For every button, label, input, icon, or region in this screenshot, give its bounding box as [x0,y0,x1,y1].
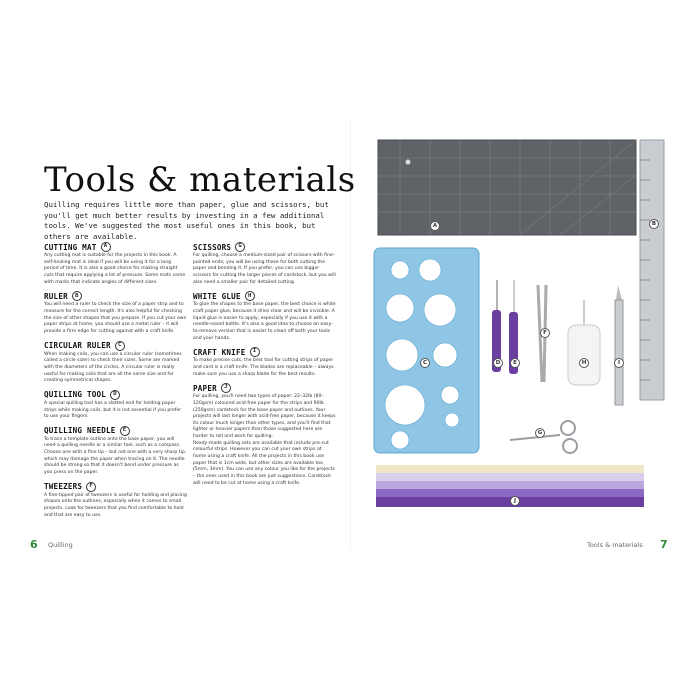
label-e: E [510,358,520,368]
running-head-right: Tools & materials [587,541,643,549]
section-letter-badge: J [221,383,231,393]
label-a: A [430,221,440,231]
section-letter-badge: G [235,242,245,252]
running-head-left: Quilling [48,541,73,549]
section-heading [44,242,187,252]
craft-knife [615,285,623,405]
cutting-mat [378,140,636,235]
label-g: G [535,428,545,438]
section-title: CUTTING MAT [44,242,97,252]
section-letter-badge: B [72,291,82,301]
section-a [44,242,187,286]
label-j: J [510,496,520,506]
section-heading [44,291,187,301]
label-h: H [579,358,589,368]
section-body: To trace a template outline onto the base paper, you will need a quilling needle or a similar tool, such as a compass. Choose one with a fine tip – but not one with a very sharp tip, which may damage the paper when tracing on it. The needle should be strong so that it doesn't bend under pressure as you press on the paper. [44,436,187,476]
section-heading [44,482,187,492]
section-letter-badge: F [86,482,96,492]
section-letter-badge: D [110,390,120,400]
section-letter-badge: C [115,341,125,351]
label-d: D [493,358,503,368]
section-title: CRAFT KNIFE [193,347,246,357]
section-heading [193,383,336,393]
section-letter-badge: A [101,242,111,252]
section-body: For quilling, choose a medium-sized pair of scissors with fine-pointed ends; you will be using these for both cutting the paper and bending it. If you prefer, you can use bigger scissors for cutting the larger pieces of cardstock, but you will also need a smaller pair for detailed cutting. [193,253,336,285]
section-g [193,242,336,286]
section-b [44,291,187,335]
section-title: WHITE GLUE [193,291,241,301]
glue-bottle [568,300,600,385]
section-heading [44,341,187,351]
label-f: F [540,328,550,338]
circular-ruler [374,248,479,453]
page-number-left: 6 [30,538,38,551]
section-title: CIRCULAR RULER [44,341,111,351]
tools-photo [360,130,670,535]
scissors [510,421,577,453]
intro-paragraph: Quilling requires little more than paper, glue and scissors, but you'll get much better results by investing in a few additional tools. We've suggested the most useful ones in this book, but others are available. [44,200,329,241]
section-body: A special quilling tool has a slotted end for holding paper strips while making coils, but it is not essential if you prefer to use your fingers. [44,400,182,420]
section-c [44,341,187,385]
section-body: To glue the shapes to the base paper, the best choice is white craft paper glue, because it dries clear and will be invisible. A liquid glue is easier to apply, especially if you use it with a needle-nosed bottle. It's also a good idea to choose an easy-to-remove version that is easier to clean off both your tools and your hands. [193,302,336,341]
right-column [193,242,336,492]
section-heading [44,390,187,400]
section-j [193,383,336,487]
section-title: QUILLING TOOL [44,390,107,400]
section-body: For quilling, you'll need two types of paper: 22–32lb (80–120gsm) coloured acid-free paper for the strips and 90lb (250gsm) cardstock for the base paper and outlines. Your projects will last longer with acid-free paper, because it keeps its colour much longer than other types, and you'll find that lighter or heavier papers than those suggested here are harder to roll and work for quilling. Ready-made quilling sets are available that include pre-cut colourful strips. However you can cut your own strips at home using a craft knife. All the projects in this book use paper that is 1cm wide, but other sizes are available too (5mm, 3mm). You can use any colour you like for the projects – the ones used in this book are just suggestions. Cardstock will need to be cut at home using a craft knife. [193,394,336,486]
section-title: RULER [44,291,68,301]
label-b: B [649,219,659,229]
section-title: QUILLING NEEDLE [44,426,116,436]
page-title: Tools & materials [44,160,356,200]
section-e [44,426,187,477]
section-heading [193,347,336,357]
section-body: A fine-tipped pair of tweezers is useful for holding and placing shapes onto the outlines, especially when it comes to small projects. Look for tweezers that you find comfortable to hold and that are easy to use. [44,492,187,518]
section-letter-badge: E [120,426,130,436]
left-column [44,242,187,524]
page-number-right: 7 [660,538,668,551]
section-heading [44,426,187,436]
section-body: You will need a ruler to check the size of a paper strip and to measure for the correct length. It's also helpful for checking the size of other shapes that you prepare. If you cut your own paper strips at home, you should use a metal ruler – it will provide a firm edge for cutting against with a craft knife. [44,302,187,334]
metal-ruler [640,140,664,400]
section-d [44,390,187,421]
section-letter-badge: I [250,347,260,357]
section-title: PAPER [193,383,217,393]
section-title: SCISSORS [193,242,232,252]
section-title: TWEEZERS [44,482,83,492]
section-letter-badge: H [245,291,255,301]
section-h [193,291,336,342]
section-body: When making coils, you can use a circular ruler (sometimes called a circle sizer) to check their sizes. Some are marked with the diameters of the circles. A circular ruler is really useful for making coils that are all the same size and for creating symmetrical shapes. [44,351,182,384]
section-f [44,482,187,520]
section-heading [193,291,336,301]
section-body: Any cutting mat is suitable for the projects in this book. A self-healing mat is ideal if you will be using it for a long period of time. It is also a good choice for making straight cuts that require applying a lot of pressure. Some mats come with marks that indicate angles of different sizes. [44,253,186,285]
label-i: I [614,358,624,368]
section-heading [193,242,336,252]
section-body: To make precise cuts, the best tool for cutting strips of paper and card is a craft knife. The blades are replaceable – always make sure you use a sharp blade for the best results. [193,358,334,377]
section-i [193,347,336,378]
label-c: C [420,358,430,368]
